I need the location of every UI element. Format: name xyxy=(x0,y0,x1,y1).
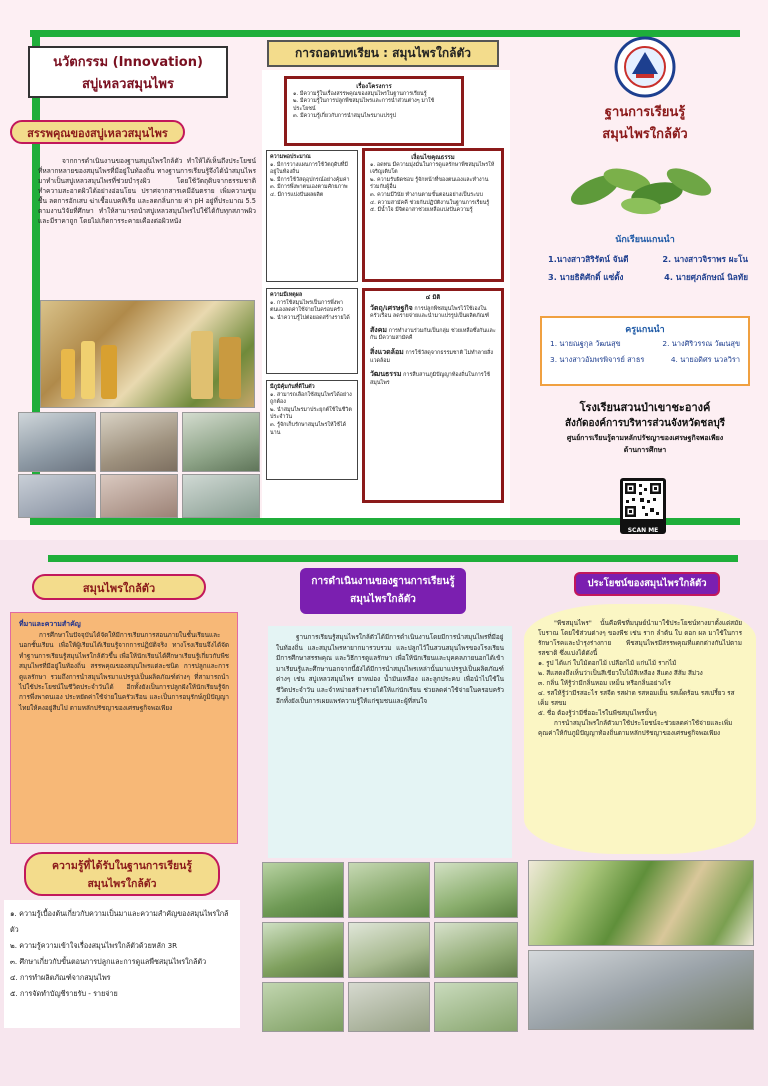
immunity-item-3: ๓. รู้จักเก็บรักษาสมุนไพรให้ใช้ได้นาน xyxy=(270,421,347,436)
soap-products-photo xyxy=(40,300,255,408)
garden-photo-4 xyxy=(262,922,344,978)
dimensions-card xyxy=(362,288,504,503)
knowledge-card-title: เรื่องโครงการ xyxy=(356,83,392,90)
lesson-heading: การถอดบทเรียน : สมุนไพรใกล้ตัว xyxy=(267,40,499,67)
dimension-2-head: สังคม xyxy=(370,325,387,334)
operation-heading-line2: สมุนไพรใกล้ตัว xyxy=(350,594,416,605)
innovation-title xyxy=(28,46,228,98)
student-row-2 xyxy=(548,268,748,286)
virtue-item-4: ๔. ความสามัคคี ช่วยกันปฏิบัติงานในฐานการเรียนรู้ xyxy=(370,199,490,206)
moderation-card xyxy=(266,150,358,282)
immunity-item-1: ๑. สามารถเลือกใช้สมุนไพรได้อย่างถูกต้อง xyxy=(270,391,352,406)
knowledge-list-item-4: ๔. การทำผลิตภัณฑ์จากสมุนไพร xyxy=(10,973,111,982)
teacher-2: 2. นางศิริวรรณ วัฒนสุข xyxy=(662,339,740,348)
moderation-item-1: ๑. มีการวางแผนการใช้วัตถุดิบที่มีอยู่ในท้องถิ่น xyxy=(270,161,348,176)
dimension-1-head: วัตถุ/เศรษฐกิจ xyxy=(370,303,413,312)
knowledge-list-item-1: ๑. ความรู้เบื้องต้นเกี่ยวกับความเป็นมาและความสำคัญของสมุนไพรใกล้ตัว xyxy=(10,909,229,934)
activity-photo-2 xyxy=(100,412,178,472)
lesson-diagram xyxy=(262,70,510,518)
activity-photo-6 xyxy=(182,474,260,518)
student-list xyxy=(548,250,748,286)
garden-photo-8 xyxy=(348,982,430,1032)
school-info xyxy=(545,400,745,456)
herb-benefit-item-4: ๔. รสให้รู้ว่ามีรสอะไร รสจืด รสฝาด รสหอมเย็น รสเผ็ดร้อน รสเปรี้ยว รสเค็ม รสขม xyxy=(538,689,735,707)
teacher-box xyxy=(540,316,750,386)
qr-label: SCAN ME xyxy=(627,527,659,534)
knowledge-heading xyxy=(24,852,220,896)
garden-photo-6 xyxy=(434,922,518,978)
garden-photo-2 xyxy=(348,862,430,918)
dimension-2-text: การทำงานร่วมกันเป็นกลุ่ม ช่วยเหลือซึ่งกันและกัน มีความสามัคคี xyxy=(370,327,496,342)
herb-leaves-image xyxy=(565,150,725,220)
immunity-item-2: ๒. นำสมุนไพรมาประยุกต์ใช้ในชีวิตประจำวัน xyxy=(270,406,352,421)
herb-benefit-box xyxy=(524,604,756,854)
immunity-card xyxy=(266,380,358,480)
center-title-line2: สมุนไพรใกล้ตัว xyxy=(602,127,688,142)
dimension-3-text: การใช้วัสดุจากธรรมชาติ ไม่ทำลายสิ่งแวดล้อม xyxy=(370,349,494,364)
moderation-item-4: ๔. มีการแบ่งปันผลผลิต xyxy=(270,191,324,198)
student-3: 3. นายธิติศักดิ์ แซ่ตั้ง xyxy=(548,272,624,282)
garden-photo-7 xyxy=(262,982,344,1032)
school-field: ด้านการศึกษา xyxy=(623,446,667,454)
garden-photo-9 xyxy=(434,982,518,1032)
dimension-1-text: การปลูกพืชสมุนไพรไว้ใช้เองในครัวเรือน ลดรายจ่ายและนำมาแปรรูปเป็นผลิตภัณฑ์ xyxy=(370,305,490,320)
teacher-list xyxy=(542,336,748,368)
dimension-4 xyxy=(370,371,496,387)
reasonableness-item-1: ๑. การใช้สมุนไพรเป็นการพึ่งพาตนเองลดค่าใช้จ่ายในครอบครัว xyxy=(270,299,343,314)
innovation-title-line1: นวัตกรรม (Innovation) xyxy=(53,55,203,70)
virtue-item-3: ๓. ความมีวินัย ทำงานตามขั้นตอนอย่างเป็นระบบ xyxy=(370,191,483,198)
student-1: 1.นางสาวสิริรัตน์ จันดี xyxy=(548,254,629,264)
herb-benefit-item-2: ๒. สีแสดงถึงเห็นว่าเป็นสีเขียวใบไม้สีเหลือง สีแดง สีส้ม สีม่วง xyxy=(538,669,703,677)
knowledge-list-item-5: ๕. การจัดทำบัญชีรายรับ - รายจ่าย xyxy=(10,989,118,998)
knowledge-item-1: ๑. มีความรู้ในเรื่องสรรพคุณของสมุนไพรในฐานการเรียนรู้ xyxy=(293,90,427,97)
dimensions-title: ๔ มิติ xyxy=(425,294,441,301)
garden-photo-1 xyxy=(262,862,344,918)
student-2: 2. นางสาวจิราพร ผะโน xyxy=(662,254,748,264)
dimension-4-head: วัฒนธรรม xyxy=(370,370,402,379)
teacher-row-1 xyxy=(550,336,740,352)
teacher-3: 3. นางสาวอัมพรพิจารย์ สาธร xyxy=(550,355,645,364)
bottom-top-green-bar xyxy=(48,555,738,562)
moderation-item-3: ๓. มีการพึ่งพาตนเองตามศักยภาพ xyxy=(270,184,348,191)
garden-photo-5 xyxy=(348,922,430,978)
herb-benefit-item-1: ๑. รูป ได้แก่ ใบไม้ดอกไม้ เปลือกไม้ แก่นไม้ รากไม้ xyxy=(538,659,677,667)
student-heading: นักเรียนแกนนำ xyxy=(615,235,675,245)
virtue-title: เงื่อนไขคุณธรรม xyxy=(411,154,455,161)
herb-benefit-intro: "พืชสมุนไพร" นั้นคือพืชที่มนุษย์นำมาใช้ประโยชน์ทางยาตั้งแต่สมัยโบราณ โดยใช้ส่วนต่างๆ ของพืช เช่น ราก ลำต้น ใบ ดอก ผล มาใช้ในการรักษาโรคและบำรุงร่างกาย พืชสมุนไพรมีสรรพคุณที่แตกต่างกันไปตามรสชาติ ซึ่งแบ่งได้ดังนี้ xyxy=(538,619,742,657)
student-row-1 xyxy=(548,250,748,268)
school-affiliation: สังกัดองค์การบริหารส่วนจังหวัดชลบุรี xyxy=(564,418,726,429)
virtue-card xyxy=(362,148,504,282)
virtue-item-2: ๒. ความรับผิดชอบ รู้จักหน้าที่ของตนเองและทำงานร่วมกับผู้อื่น xyxy=(370,176,489,191)
teacher-row-2 xyxy=(550,352,740,368)
teacher-4: 4. นายอดิศร นวลวิรา xyxy=(670,355,740,364)
soap-benefit-text: จากการดำเนินงานของฐานสมุนไพรใกล้ตัว ทำให้ได้เห็นถึงประโยชน์ที่หลากหลายของสมุนไพรที่มีอยู่ในท้องถิ่น ทางฐานการเรียนรู้จึงได้นำสมุนไพรมาทำเป็นสบู่เหลวสมุนไพรที่ช่วยบำรุงผิว โดยใช้วัตถุดิบจากธรรมชาติ ทำความสะอาดผิวได้อย่างอ่อนโยน ปราศจากสารเคมีอันตราย เพิ่มความชุ่มชื้น ลดการอักเสบ ฆ่าเชื้อแบคทีเรีย และลดกลิ่นกาย ค่า pH อยู่ที่ประมาณ 5.5 ตามงานวิจัยที่ศึกษา ทำให้สามารถนำสบู่เหลวสมุนไพรไปใช้ได้กับทุกสภาพผิว และมีราคาถูก โดยไม่เกิดการระคายเคืองต่อผิวหนัง xyxy=(38,157,256,225)
operation-text: ฐานการเรียนรู้สมุนไพรใกล้ตัวได้มีการดำเนินงานโดยมีการนำสมุนไพรที่มีอยู่ในท้องถิ่น และสมุนไพรหายากมารวบรวม และปลูกไว้ในสวนสมุนไพรของโรงเรียน มีการศึกษาสรรพคุณ และวิธีการดูแลรักษา เพื่อให้นักเรียนและบุคคลภายนอกได้เข้ามาเรียนรู้และศึกษานอกจากนี้ยังได้มีการนำสมุนไพรเหล่านั้นมาแปรรูปเป็นผลิตภัณฑ์ต่างๆ เช่น สบู่เหลวสมุนไพร ยาหม่อง น้ำมันเหลือง และลูกประคบ เพื่อนำไปใช้ในชีวิตประจำวัน และจำหน่ายสร้างรายได้ให้แก่นักเรียน ช่วยลดค่าใช้จ่ายในครอบครัว อีกทั้งยังเป็นการเผยแพร่ความรู้ให้แก่ชุมชนและผู้ที่สนใจ xyxy=(276,633,504,705)
herb-benefit-item-3: ๓. กลิ่น ให้รู้ว่ามีกลิ่นหอม เหม็น หรือกลิ่นอย่างไร xyxy=(538,679,671,687)
greenhouse-photo xyxy=(528,950,754,1030)
activity-photo-4 xyxy=(18,474,96,518)
knowledge-heading-line2: สมุนไพรใกล้ตัว xyxy=(87,878,157,890)
school-center: ศูนย์การเรียนรู้ตามหลักปรัชญาของเศรษฐกิจพอเพียง xyxy=(566,434,724,442)
knowledge-list-item-3: ๓. ศึกษาเกี่ยวกับขั้นตอนการปลูกและการดูแลพืชสมุนไพรใกล้ตัว xyxy=(10,957,207,966)
garden-photo-3 xyxy=(434,862,518,918)
dimension-1 xyxy=(370,305,496,321)
importance-box xyxy=(10,612,238,844)
operation-box xyxy=(268,626,512,858)
virtue-item-1: ๑. อดทน มีความมุ่งมั่นในการดูแลรักษาพืชสมุนไพรให้เจริญเติบโต xyxy=(370,161,495,176)
dimension-4-text: การสืบสานภูมิปัญญาท้องถิ่นในการใช้สมุนไพร xyxy=(370,372,490,386)
center-title-line1: ฐานการเรียนรู้ xyxy=(604,105,686,120)
knowledge-item-2: ๒. มีความรู้ในการปลูกพืชสมุนไพรและการนำส่วนต่างๆ มาใช้ประโยชน์ xyxy=(293,98,435,112)
dimension-2 xyxy=(370,327,496,343)
moderation-title: ความพอประมาณ xyxy=(270,154,311,160)
herb-benefit-heading: ประโยชน์ของสมุนไพรใกล้ตัว xyxy=(574,572,720,596)
knowledge-item-3: ๓. มีความรู้เกี่ยวกับการนำสมุนไพรมาแปรรูป xyxy=(293,113,397,120)
herb-heading: สมุนไพรใกล้ตัว xyxy=(32,574,206,600)
reasonableness-card xyxy=(266,288,358,374)
knowledge-heading-line1: ความรู้ที่ได้รับในฐานการเรียนรู้ xyxy=(52,860,192,872)
operation-heading xyxy=(300,568,466,614)
herb-benefit-outro: การนำสมุนไพรใกล้ตัวมาใช้ประโยชน์จะช่วยลดค่าใช้จ่ายและเพิ่มคุณค่าให้กับภูมิปัญญาท้องถิ่นตามหลักปรัชญาของเศรษฐกิจพอเพียง xyxy=(538,719,733,737)
dimension-3 xyxy=(370,349,496,365)
qr-code[interactable] xyxy=(620,478,666,534)
operation-heading-line1: การดำเนินงานของฐานการเรียนรู้ xyxy=(311,576,455,587)
center-title xyxy=(555,102,735,146)
dried-herbs-photo xyxy=(528,860,754,946)
teacher-heading: ครูแกนนำ xyxy=(625,325,665,335)
reasonableness-title: ความมีเหตุผล xyxy=(270,292,303,298)
activity-photo-3 xyxy=(182,412,260,472)
dimension-3-head: สิ่งแวดล้อม xyxy=(370,347,404,356)
knowledge-list-item-2: ๒. ความรู้ความเข้าใจเรื่องสมุนไพรใกล้ตัวด้วยหลัก 3R xyxy=(10,941,178,950)
virtue-item-5: ๕. มีน้ำใจ มีจิตอาสาช่วยเหลือแบ่งปันความรู้ xyxy=(370,207,473,214)
moderation-item-2: ๒. มีการใช้วัสดุอุปกรณ์อย่างคุ้มค่า xyxy=(270,176,350,183)
importance-heading: ที่มาและความสำคัญ xyxy=(19,620,81,628)
soap-benefit-heading: สรรพคุณของสบู่เหลวสมุนไพร xyxy=(10,120,185,144)
importance-text: การศึกษาในปัจจุบันได้จัดให้มีการเรียนการสอนภายในชั้นเรียนและนอกชั้นเรียน เพื่อให้ผู้เรียนได้เรียนรู้จากการปฏิบัติจริง ทางโรงเรียนจึงได้จัดทำฐานการเรียนรู้สมุนไพรใกล้ตัวขึ้น เพื่อให้นักเรียนได้ศึกษาเรียนรู้เกี่ยวกับพืชสมุนไพรที่มีอยู่ในท้องถิ่น สรรพคุณของสมุนไพรแต่ละชนิด การปลูกและการดูแลรักษา รวมถึงการนำสมุนไพรมาแปรรูปเป็นผลิตภัณฑ์ต่างๆ ที่สามารถนำไปใช้ประโยชน์ในชีวิตประจำวันได้ อีกทั้งยังเป็นการปลูกฝังให้นักเรียนรู้จักการพึ่งพาตนเอง ประหยัดค่าใช้จ่ายในครัวเรือน และเป็นการอนุรักษ์ภูมิปัญญาไทยให้คงอยู่สืบไป ตามหลักปรัชญาของเศรษฐกิจพอเพียง xyxy=(19,631,229,712)
school-logo xyxy=(612,36,678,98)
student-4: 4. นายศุภลักษณ์ นิลทัย xyxy=(664,272,748,282)
qr-code-icon xyxy=(620,478,666,522)
teacher-1: 1. นายณฐกุล วัฒนสุข xyxy=(550,339,621,348)
immunity-title: มีภูมิคุ้มกันที่ดีในตัว xyxy=(270,384,315,390)
knowledge-list xyxy=(4,900,240,1028)
school-name: โรงเรียนสวนป่าเขาชะอางค์ xyxy=(579,401,711,414)
activity-photo-5 xyxy=(100,474,178,518)
herb-benefit-item-5: ๕. ชื่อ ต้องรู้ว่ามีชื่ออะไรในพืชสมุนไพรนั้นๆ xyxy=(538,709,657,717)
activity-photo-1 xyxy=(18,412,96,472)
reasonableness-item-2: ๒. นำความรู้ไปต่อยอดสร้างรายได้ xyxy=(270,314,350,321)
knowledge-card xyxy=(284,76,464,146)
innovation-title-line2: สบู่เหลวสมุนไพร xyxy=(82,77,174,92)
